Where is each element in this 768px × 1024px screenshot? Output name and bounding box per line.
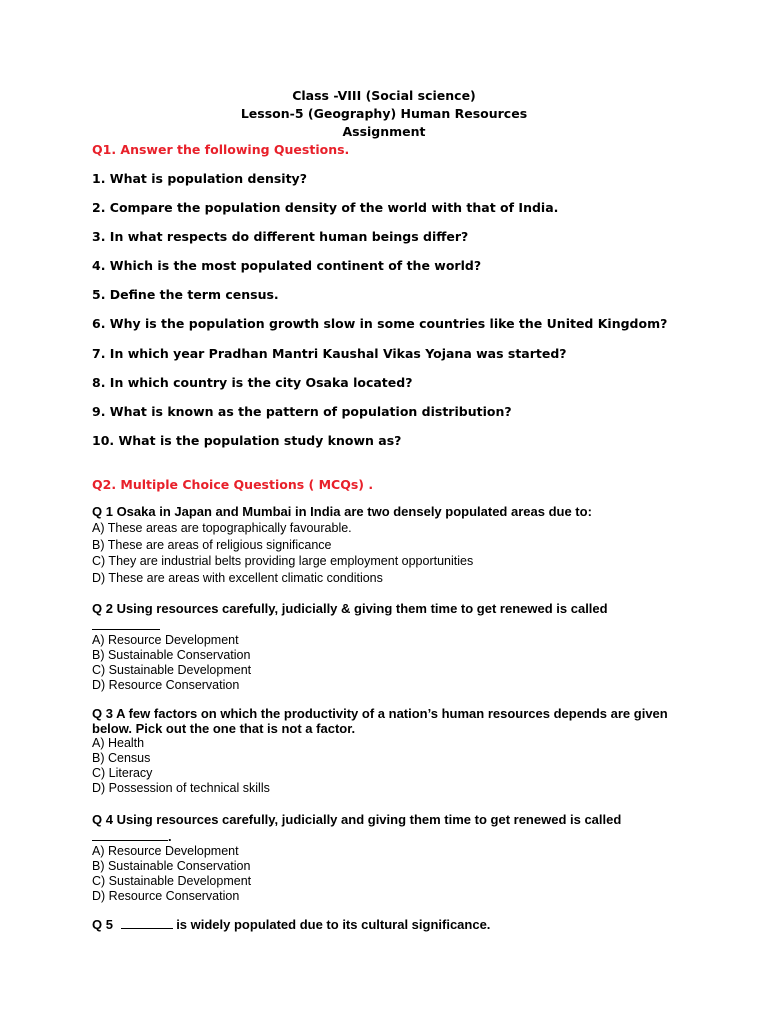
- mcq-question: [92, 915, 692, 932]
- mcq-option: D) Resource Conservation: [92, 889, 240, 903]
- mcq-question: Q 4 Using resources carefully, judicially and giving them time to get renewed is called: [92, 812, 622, 827]
- q1-question-item: 3. In what respects do different human beings differ?: [92, 229, 469, 245]
- header-assignment-line: Assignment: [342, 124, 426, 139]
- mcq-2: [92, 601, 692, 693]
- mcq-options: [92, 521, 692, 586]
- mcq-option: D) Resource Conservation: [92, 678, 240, 692]
- q1-question-item: 5. Define the term census.: [92, 287, 279, 303]
- fill-in-blank: [121, 915, 173, 929]
- mcq-answer-blank: [92, 827, 692, 844]
- mcq-question: Q 1 Osaka in Japan and Mumbai in India are two densely populated areas due to:: [92, 504, 592, 519]
- mcq-option: B) Census: [92, 751, 151, 765]
- mcq-option: B) Sustainable Conservation: [92, 859, 251, 873]
- mcq-option: A) Resource Development: [92, 633, 239, 647]
- mcq-option: D) These are areas with excellent climatic conditions: [92, 570, 383, 585]
- q1-question-item: 1. What is population density?: [92, 171, 307, 186]
- mcq-option: A) These areas are topographically favourable.: [92, 521, 352, 535]
- q1-section-title: Q1. Answer the following Questions.: [92, 142, 350, 157]
- mcq-option: C) Literacy: [92, 766, 153, 780]
- mcq-option: A) Resource Development: [92, 844, 239, 858]
- mcq-question-prefix: Q 5: [92, 917, 117, 932]
- q1-question-item: 7. In which year Pradhan Mantri Kaushal Vikas Yojana was started?: [92, 345, 567, 361]
- q1-question-list: [92, 170, 667, 461]
- mcq-options: [92, 633, 692, 693]
- mcq-option: C) Sustainable Development: [92, 663, 252, 677]
- mcq-option: B) Sustainable Conservation: [92, 648, 251, 662]
- q1-question-item: 8. In which country is the city Osaka located?: [92, 374, 413, 390]
- q1-question-item: 4. Which is the most populated continent of the world?: [92, 258, 482, 274]
- mcq-5: [92, 915, 692, 932]
- mcq-4: [92, 812, 692, 904]
- mcq-question: Q 3 A few factors on which the productivity of a nation’s human resources depends are given below. Pick out the one that is not a factor.: [92, 706, 668, 736]
- document-header: [0, 87, 768, 141]
- mcq-1: [92, 504, 692, 586]
- mcq-option: B) These are areas of religious significance: [92, 537, 332, 552]
- q1-question-item: 9. What is known as the pattern of population distribution?: [92, 403, 512, 419]
- q2-section-title: Q2. Multiple Choice Questions ( MCQs) .: [92, 477, 374, 492]
- mcq-3: [92, 706, 692, 796]
- q1-question-item: 2. Compare the population density of the world with that of India.: [92, 200, 559, 216]
- blank-trailing-period: .: [168, 829, 172, 844]
- q1-question-item: 6. Why is the population growth slow in some countries like the United Kingdom?: [92, 316, 668, 332]
- mcq-options: [92, 736, 692, 796]
- mcq-question: Q 2 Using resources carefully, judicially & giving them time to get renewed is called: [92, 601, 608, 616]
- q1-question-item: 10. What is the population study known as?: [92, 432, 402, 448]
- header-lesson-line: Lesson-5 (Geography) Human Resources: [240, 106, 528, 121]
- mcq-option: A) Health: [92, 736, 145, 750]
- mcq-options: [92, 844, 692, 904]
- mcq-option: C) They are industrial belts providing large employment opportunities: [92, 554, 474, 568]
- mcq-question-suffix: is widely populated due to its cultural significance.: [172, 917, 491, 932]
- header-class-line: Class -VIII (Social science): [292, 88, 476, 103]
- mcq-option: C) Sustainable Development: [92, 874, 252, 888]
- mcq-answer-blank: [92, 616, 692, 633]
- mcq-option: D) Possession of technical skills: [92, 781, 270, 795]
